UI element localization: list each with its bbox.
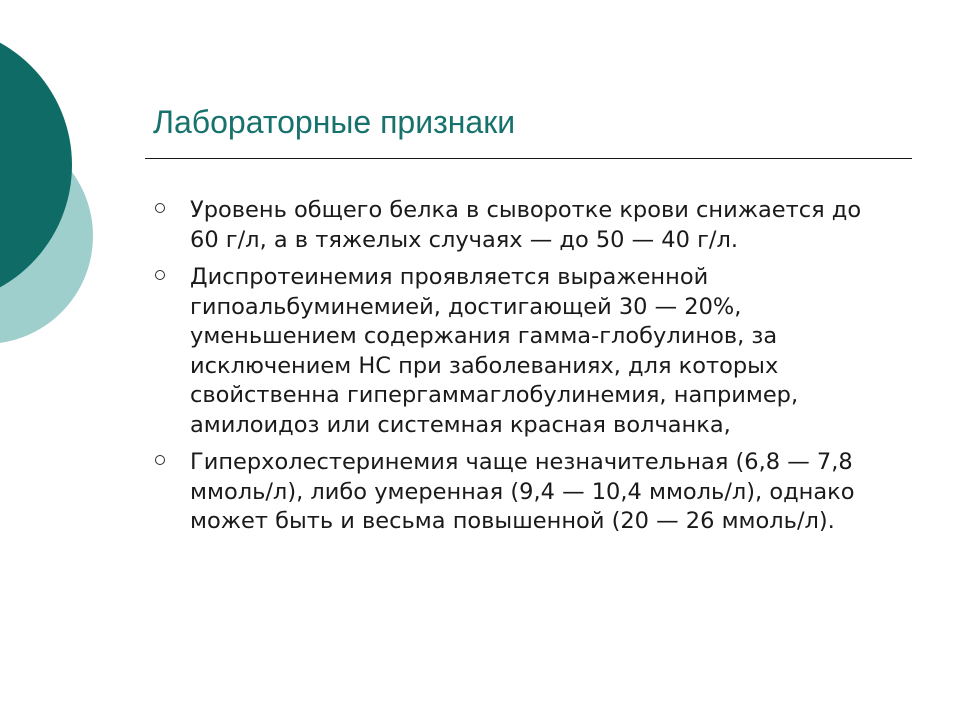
hollow-circle-icon [155,270,165,280]
bullet-item-dysproteinemia [155,263,895,440]
slide-title: Лабораторные признаки [153,104,516,140]
hollow-circle-icon [155,203,165,213]
bullet-item-protein [155,196,895,255]
hollow-circle-icon [155,455,165,465]
bullet-item-cholesterol [155,448,895,537]
bullet-list [155,196,895,545]
bullet-text: Гиперхолестеринемия чаще незначительная (6,8 — 7,8 ммоль/л), либо умеренная (9,4 — 10,4 ммоль/л), однако может быть и весьма повышенной (20 — 26 ммоль/л). [190,449,855,534]
bullet-text: Диспротеинемия проявляется выраженной гипоальбуминемией, достигающей 30 — 20%, уменьшением содержания гамма-глобулинов, за исключением НС при заболеваниях, для которых свойственна гипергаммаглобулинемия, например, амилоидоз или системная красная волчанка, [190,264,799,438]
title-divider [145,158,912,159]
bullet-text: Уровень общего белка в сыворотке крови снижается до 60 г/л, а в тяжелых случаях — до 50 — 40 г/л. [190,197,862,253]
